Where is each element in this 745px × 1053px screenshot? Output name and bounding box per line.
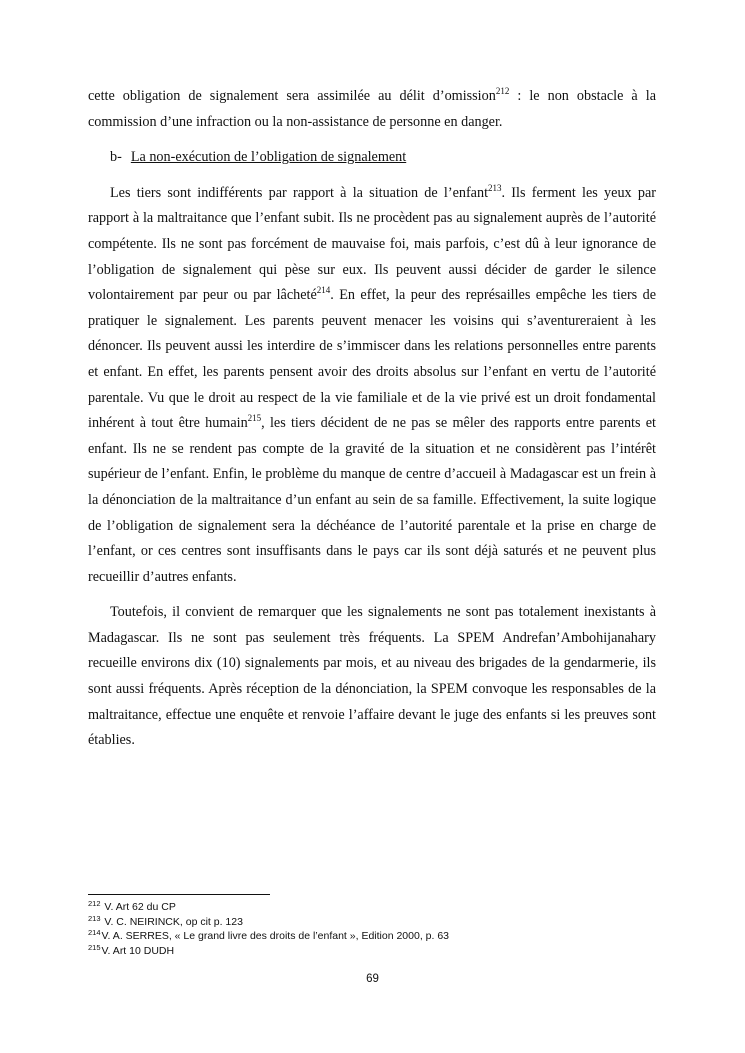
paragraph-3: Toutefois, il convient de remarquer que les signalements ne sont pas totalement inexistants à Madagascar. Ils ne sont pas seulement très fréquents. La SPEM Andrefan’Ambohijanahary recueille environs dix (10) signalements par mois, et au niveau des brigades de la gendarmerie, ils sont aussi fréquents. Après réception de la dénonciation, la SPEM convoque les responsables de la maltraitance, effectue une enquête et renvoie l’affaire devant le juge des enfants si les preuves sont établies. <box>88 604 656 749</box>
footnote-214 <box>88 929 648 944</box>
footnote-text: V. A. SERRES, « Le grand livre des droits de l’enfant », Edition 2000, p. 63 <box>101 930 450 943</box>
section-number: b- <box>110 149 122 166</box>
main-text <box>88 84 656 754</box>
footnote-number: 214 <box>88 928 101 938</box>
footnotes <box>88 900 648 958</box>
footnote-ref-212: 212 <box>495 86 510 96</box>
footnote-215 <box>88 944 648 959</box>
section-heading <box>110 145 656 171</box>
footnote-ref-214: 214 <box>316 285 331 296</box>
footnote-212 <box>88 900 648 915</box>
footnote-213 <box>88 915 648 930</box>
footnote-separator <box>88 894 270 895</box>
footnote-text: V. Art 10 DUDH <box>101 944 175 957</box>
paragraph-2-text-a: Les tiers sont indifférents par rapport à la situation de l’enfant <box>110 184 489 201</box>
footnote-ref-213: 213 <box>488 182 502 193</box>
page-number: 69 <box>366 973 379 985</box>
footnote-text: V. C. NEIRINCK, op cit p. 123 <box>101 915 243 928</box>
paragraph-1 <box>88 84 656 135</box>
footnote-number: 215 <box>88 942 101 952</box>
footnote-ref-215: 215 <box>247 413 262 424</box>
paragraph-2 <box>88 181 656 591</box>
paragraph-2-text-d: , les tiers décident de ne pas se mêler des rapports entre parents et enfant. Ils ne se rendent pas compte de la gravité de la situation et ne considèrent pas l’intérêt supérieur de l’enfant. Enfin, le problème du manque de centre d’accueil à Madagascar est un frein à la dénonciation de la maltraitance d’un enfant au sein de sa famille. Effectivement, la suite logique de l’obligation de signalement sera la déchéance de l’autorité parentale et la prise en charge de l’enfant, or ces centres sont insuffisants dans le pays car ils sont déjà saturés et ne peuvent plus recueillir d’autres enfants. <box>88 415 656 585</box>
footnote-number: 212 <box>88 899 101 908</box>
footnote-text: V. Art 62 du CP <box>101 901 176 913</box>
paragraph-1-text-b: : le non obstacle à la commission d’une infraction ou la non-assistance de personne en danger. <box>88 88 657 130</box>
paragraph-1-text-a: cette obligation de signalement sera assimilée au délit d’omission <box>88 88 496 104</box>
footnote-number: 213 <box>88 913 101 923</box>
paragraph-2-text-c: . En effet, la peur des représailles empêche les tiers de pratiquer le signalement. Les parents peuvent menacer les voisins qui s’aventureraient à les dénoncer. Ils peuvent aussi les interdire de s’immiscer dans les relations personnelles entre parents et enfant. En effet, les parents pensent avoir des droits absolus sur l’enfant en vertu de l’autorité parentale. Vu que le droit au respect de la vie familiale et de la vie privé est un droit fondamental inhérent à tout être humain <box>88 287 656 432</box>
paragraph-2-text-b: . Ils ferment les yeux par rapport à la maltraitance que l’enfant subit. Ils ne procèdent pas au signalement auprès de l’autorité compétente. Ils ne sont pas forcément de mauvaise foi, mais parfois, c’est dû à leur ignorance de l’obligation de signalement qui pèse sur eux. Ils peuvent aussi décider de garder le silence volontairement par peur ou par lâcheté <box>88 184 656 304</box>
section-title: La non-exécution de l’obligation de signalement <box>130 149 407 166</box>
